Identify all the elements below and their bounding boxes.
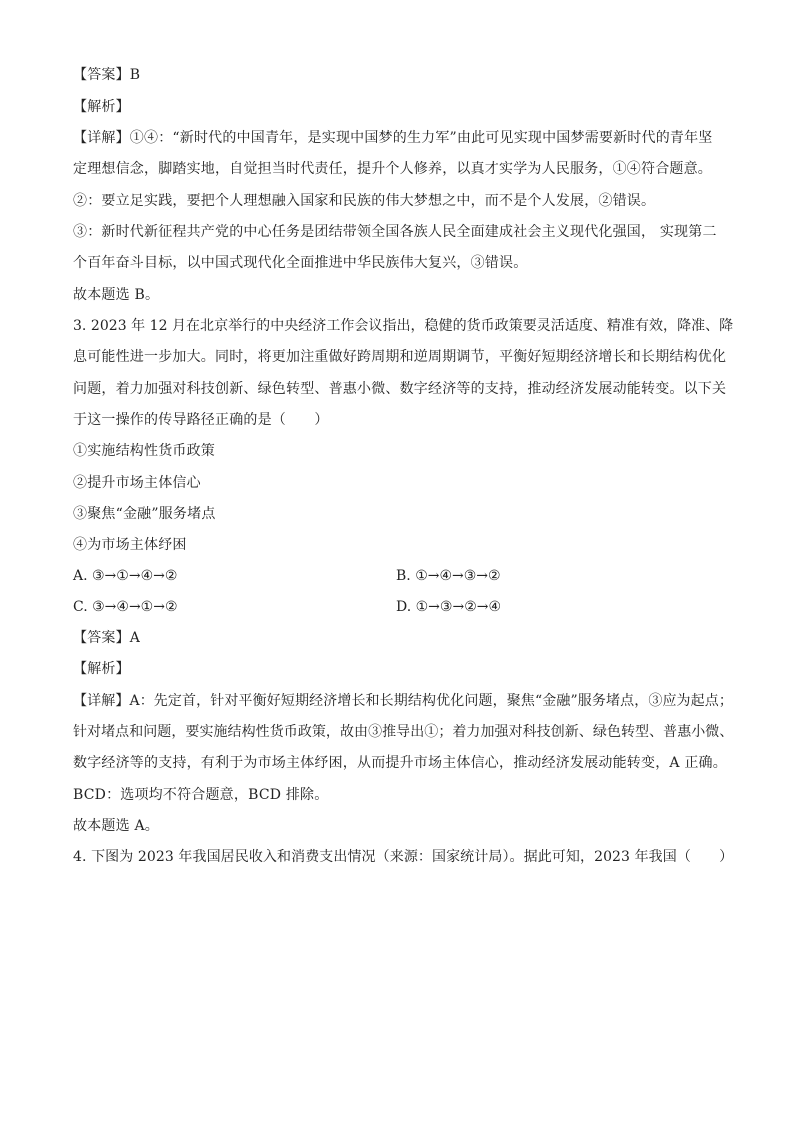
q3-detail-line: 针对堵点和问题，要实施结构性货币政策，故由③推导出①；着力加强对科技创新、绿色转型、普惠小微、: [73, 724, 734, 740]
q2-conclusion: 故本题选 B。: [73, 287, 160, 303]
q3-stem-line: 息可能性进一步加大。同时，将更加注重做好跨周期和逆周期调节，平衡好短期经济增长和长期结构优化: [73, 349, 727, 365]
q2-detail-line: 个百年奋斗目标，以中国式现代化全面推进中华民族伟大复兴，③错误。: [73, 255, 528, 271]
q4-stem: 4. 下图为 2023 年我国居民收入和消费支出情况（来源：国家统计局）。据此可知，2023 年我国（ ）: [73, 849, 734, 865]
q3-detail-line: BCD：选项均不符合题意，BCD 排除。: [73, 787, 329, 803]
q2-detail-line: ②：要立足实践，要把个人理想融入国家和民族的伟大梦想之中，而不是个人发展，②错误。: [73, 193, 656, 209]
q3-option-c: C. ③→④→①→②: [73, 599, 178, 615]
q3-option-b: B. ①→④→③→②: [396, 568, 501, 584]
q3-analysis-heading: 【解析】: [73, 661, 130, 677]
q3-stem-line: 3. 2023 年 12 月在北京举行的中央经济工作会议指出，稳健的货币政策要灵活适度、精准有效，降准、降: [73, 318, 734, 334]
q3-conclusion: 故本题选 A。: [73, 818, 159, 834]
q3-item: ④为市场主体纾困: [73, 537, 187, 553]
q3-stem-line: 于这一操作的传导路径正确的是（ ）: [73, 412, 329, 428]
q2-detail-line: ③：新时代新征程共产党的中心任务是团结带领全国各族人民全面建成社会主义现代化强国， 实现第二: [73, 224, 717, 240]
q3-option-a: A. ③→①→④→②: [73, 568, 178, 584]
q3-option-d: D. ①→③→②→④: [396, 599, 502, 615]
q2-detail-line: 定理想信念，脚踏实地，自觉担当时代责任，提升个人修养，以真才实学为人民服务，①④符合题意。: [73, 161, 712, 177]
q3-item: ②提升市场主体信心: [73, 475, 201, 491]
q2-detail-line: 【详解】①④：“新时代的中国青年，是实现中国梦的生力军”由此可见实现中国梦需要新时代的青年坚: [73, 130, 713, 146]
q3-stem-line: 问题，着力加强对科技创新、绿色转型、普惠小微、数字经济等的支持，推动经济发展动能转变。以下关: [73, 381, 727, 397]
q3-item: ①实施结构性货币政策: [73, 443, 215, 459]
q2-answer: 【答案】B: [73, 67, 141, 83]
q3-item: ③聚焦“金融”服务堵点: [73, 506, 216, 522]
q3-detail-line: 数字经济等的支持，有利于为市场主体纾困，从而提升市场主体信心，推动经济发展动能转变，A 正确。: [73, 755, 727, 771]
q2-analysis-heading: 【解析】: [73, 99, 130, 115]
q3-answer: 【答案】A: [73, 630, 141, 646]
q3-detail-line: 【详解】A：先定首，针对平衡好短期经济增长和长期结构优化问题，聚焦“金融”服务堵点，③应为起点；: [73, 693, 734, 709]
